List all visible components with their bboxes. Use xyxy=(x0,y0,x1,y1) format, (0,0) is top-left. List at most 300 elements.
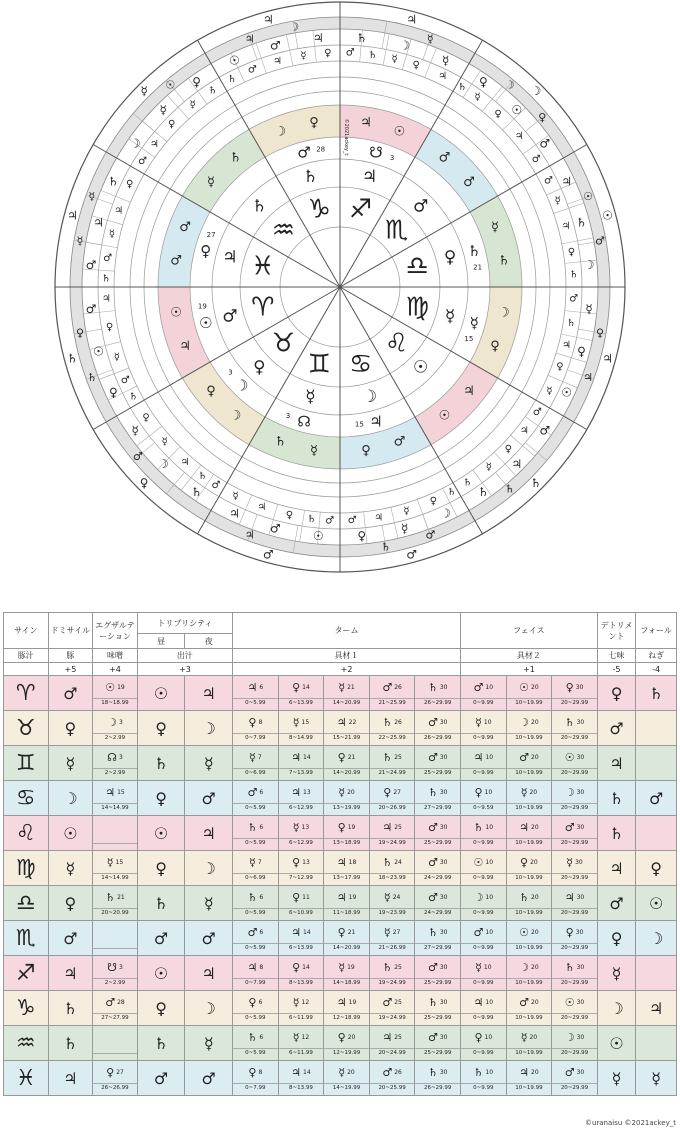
wheel-outer-glyph: ☿ xyxy=(140,84,148,99)
term-cell-degree: 20 xyxy=(347,789,355,796)
exaltation-cell-glyph xyxy=(93,1033,137,1053)
header-face: フェイス xyxy=(461,613,598,649)
term-cell-planet: ♂ xyxy=(427,1031,438,1044)
wheel-domicile-glyph: ☉ xyxy=(412,357,429,378)
term-cell-glyph xyxy=(279,993,324,1013)
sub-term: 具材１ xyxy=(233,649,461,663)
term-cell-range: 6~11.99 xyxy=(279,1013,324,1023)
face-cell-glyph xyxy=(552,1063,597,1083)
wheel-detriment-glyph: ♄ xyxy=(380,540,391,554)
wheel-face-glyph: ♂ xyxy=(269,521,281,536)
points-detriment: -5 xyxy=(597,663,636,676)
face-cell-planet: ♃ xyxy=(519,1066,530,1079)
wheel-term-glyph: ♀ xyxy=(126,178,134,190)
term-cell xyxy=(415,746,461,781)
exaltation-cell-glyph xyxy=(93,748,137,768)
face-cell-range: 10~19.99 xyxy=(507,838,552,848)
term-cell-glyph xyxy=(324,923,369,943)
face-cell xyxy=(552,921,598,956)
domicile-cell: ♄ xyxy=(48,991,93,1026)
wheel-outer-glyph: ♄ xyxy=(530,475,542,490)
wheel-face-glyph: ♃ xyxy=(312,30,324,45)
term-cell-degree: 19 xyxy=(347,824,356,831)
face-cell-glyph xyxy=(552,818,597,838)
term-cell-planet: ♀ xyxy=(292,961,301,974)
term-cell-degree: 30 xyxy=(439,824,448,831)
term-cell-planet: ♂ xyxy=(427,891,438,904)
face-cell-range: 0~9.99 xyxy=(461,1048,506,1058)
term-cell-range: 0~5.99 xyxy=(233,838,278,848)
term-cell xyxy=(369,886,415,921)
face-cell-degree: 20 xyxy=(529,789,538,796)
term-cell-glyph xyxy=(415,1028,460,1048)
wheel-domicile-glyph: ☿ xyxy=(444,306,456,327)
term-cell-planet: ♄ xyxy=(427,926,438,939)
wheel-face-glyph: ♀ xyxy=(109,385,118,400)
face-cell-degree: 10 xyxy=(483,719,492,726)
sub-fall: ねぎ xyxy=(636,649,677,663)
triplicity-night-cell: ♃ xyxy=(185,956,233,991)
wheel-term-glyph: ☿ xyxy=(554,195,561,207)
term-cell-degree: 6 xyxy=(259,1034,264,1041)
term-cell-degree: 19 xyxy=(347,964,355,971)
wheel-sign-glyph: ♈ xyxy=(251,292,275,323)
term-cell-degree: 14 xyxy=(303,1069,311,1076)
term-cell-glyph xyxy=(279,818,324,838)
face-cell-glyph xyxy=(461,993,506,1013)
exaltation-cell xyxy=(93,676,138,711)
exaltation-cell-degree: 15 xyxy=(117,789,125,796)
term-cell xyxy=(369,781,415,816)
term-cell-range: 25~29.99 xyxy=(415,1013,460,1023)
wheel-term-glyph: ♂ xyxy=(138,155,148,167)
exaltation-cell-range: 26~26.99 xyxy=(93,1083,137,1093)
wheel-triplicity-day: ♄ xyxy=(274,434,287,450)
term-cell-planet: ♀ xyxy=(292,856,301,869)
face-cell-planet: ♄ xyxy=(473,821,484,834)
wheel-triplicity-night: ♃ xyxy=(463,383,475,399)
exaltation-cell xyxy=(93,886,138,921)
term-cell-range: 13~17.99 xyxy=(324,873,369,883)
term-cell-degree: 22 xyxy=(348,719,357,726)
wheel-term-glyph: ♃ xyxy=(180,456,190,468)
wheel-detriment-glyph: ☽ xyxy=(289,20,300,34)
face-cell-range: 0~9.99 xyxy=(461,943,506,953)
term-cell-degree: 20 xyxy=(347,1034,356,1041)
wheel-term-glyph: ♂ xyxy=(347,515,357,527)
term-cell xyxy=(233,921,279,956)
detriment-cell: ♀ xyxy=(597,921,636,956)
exaltation-cell-range xyxy=(93,948,137,949)
wheel-face-glyph: ☽ xyxy=(399,38,411,53)
term-cell-degree: 26 xyxy=(394,684,402,691)
face-cell-degree: 30 xyxy=(576,719,585,726)
wheel-outer-glyph: ♃ xyxy=(67,208,78,223)
face-cell-planet: ♃ xyxy=(473,996,484,1009)
wheel-domicile-glyph: ♄ xyxy=(302,166,319,187)
wheel-term-glyph: ♄ xyxy=(368,49,378,61)
wheel-detriment-glyph: ♂ xyxy=(132,450,143,464)
term-cell xyxy=(324,956,370,991)
wheel-domicile-glyph: ♂ xyxy=(412,196,429,217)
wheel-exaltation-degree: 3 xyxy=(228,368,233,377)
term-cell-planet: ♀ xyxy=(292,681,301,694)
term-cell-planet: ♀ xyxy=(337,821,346,834)
wheel-face-glyph: ♂ xyxy=(85,301,97,316)
detriment-cell: ☿ xyxy=(597,1061,636,1096)
term-cell-glyph xyxy=(324,1028,369,1048)
face-cell-planet: ♄ xyxy=(519,891,530,904)
term-cell-range: 6~12.99 xyxy=(279,803,324,813)
domicile-cell: ♄ xyxy=(48,1026,93,1061)
term-cell xyxy=(233,851,279,886)
face-cell-degree: 30 xyxy=(576,1069,585,1076)
detriment-cell: ☉ xyxy=(597,1026,636,1061)
wheel-detriment-glyph: ☿ xyxy=(88,190,96,204)
wheel-credit: ©2021ackey_t xyxy=(343,118,349,156)
term-cell-glyph xyxy=(370,923,415,943)
exaltation-cell-degree: 3 xyxy=(118,754,123,761)
face-cell-degree: 10 xyxy=(485,929,494,936)
term-cell-planet: ☿ xyxy=(383,891,391,904)
face-cell xyxy=(461,991,507,1026)
term-cell-range: 24~29.99 xyxy=(415,873,460,883)
face-cell xyxy=(506,991,552,1026)
triplicity-day-cell: ♂ xyxy=(137,921,185,956)
term-cell-range: 26~29.99 xyxy=(415,733,460,743)
wheel-triplicity-night: ☽ xyxy=(498,305,510,321)
face-cell-degree: 10 xyxy=(485,684,494,691)
term-cell-glyph xyxy=(233,958,278,978)
face-cell xyxy=(552,1026,598,1061)
wheel-term-glyph: ♀ xyxy=(504,444,512,456)
triplicity-night-cell: ♂ xyxy=(185,1061,233,1096)
wheel-term-glyph: ♄ xyxy=(569,269,579,281)
wheel-detriment-glyph: ♀ xyxy=(538,110,547,124)
wheel-term-glyph: ♄ xyxy=(566,318,576,330)
term-cell-glyph xyxy=(370,748,415,768)
term-cell-glyph xyxy=(415,678,460,698)
wheel-triplicity-day: ♄ xyxy=(498,253,510,269)
face-cell-range: 20~29.99 xyxy=(552,768,597,778)
wheel-exaltation-glyph: ☋ xyxy=(369,143,383,162)
term-cell-range: 27~29.99 xyxy=(415,803,460,813)
wheel-term-glyph: ♄ xyxy=(197,470,207,482)
term-cell-range: 20~24.99 xyxy=(370,1048,415,1058)
term-cell-glyph xyxy=(279,853,324,873)
face-cell xyxy=(552,746,598,781)
face-cell-degree: 30 xyxy=(575,929,584,936)
points-blank xyxy=(4,663,49,676)
triplicity-day-cell: ♂ xyxy=(137,1061,185,1096)
term-cell xyxy=(278,711,324,746)
term-cell-degree: 27 xyxy=(393,789,401,796)
triplicity-day-cell: ☉ xyxy=(137,816,185,851)
wheel-triplicity-night: ☿ xyxy=(490,220,499,236)
exaltation-cell-planet: ♀ xyxy=(106,1066,115,1079)
term-cell-degree: 19 xyxy=(348,999,357,1006)
wheel-term-glyph: ☿ xyxy=(232,490,239,502)
term-cell-range: 26~29.99 xyxy=(415,1083,460,1093)
face-cell xyxy=(461,1026,507,1061)
face-cell-glyph xyxy=(461,853,506,873)
term-cell-planet: ♄ xyxy=(427,996,438,1009)
wheel-term-glyph: ☿ xyxy=(403,505,410,517)
term-cell-degree: 21 xyxy=(347,684,355,691)
term-cell-glyph xyxy=(279,783,324,803)
term-cell-degree: 6 xyxy=(259,894,264,901)
term-cell-planet: ♂ xyxy=(382,681,393,694)
triplicity-night-cell: ☽ xyxy=(185,991,233,1026)
term-cell-glyph xyxy=(370,713,415,733)
term-cell-glyph xyxy=(324,993,369,1013)
term-cell-range: 14~20.99 xyxy=(324,943,369,953)
wheel-face-glyph: ☽ xyxy=(440,506,452,521)
term-cell-range: 19~23.99 xyxy=(370,908,415,918)
term-cell-degree: 24 xyxy=(394,859,402,866)
term-cell-degree: 30 xyxy=(439,754,448,761)
term-cell-degree: 14 xyxy=(303,929,311,936)
term-cell xyxy=(278,851,324,886)
term-cell-range: 0~5.99 xyxy=(233,1048,278,1058)
triplicity-day-cell: ♄ xyxy=(137,886,185,921)
face-cell-degree: 10 xyxy=(485,824,494,831)
term-cell xyxy=(233,991,279,1026)
term-cell-planet: ♄ xyxy=(427,786,438,799)
wheel-term-glyph: ♃ xyxy=(374,512,384,524)
term-cell-range: 8~13.99 xyxy=(279,978,324,988)
face-cell-degree: 10 xyxy=(485,754,494,761)
wheel-triplicity-night: ☿ xyxy=(207,175,215,191)
term-cell-glyph xyxy=(233,713,278,733)
face-cell-planet: ☿ xyxy=(475,961,482,974)
fall-cell: ♀ xyxy=(636,851,677,886)
exaltation-cell-range: 27~27.99 xyxy=(93,1013,137,1023)
term-cell-degree: 26 xyxy=(394,719,402,726)
header-sign: サイン xyxy=(4,613,49,649)
face-cell xyxy=(552,816,598,851)
face-cell-glyph xyxy=(552,923,597,943)
face-cell-range: 20~29.99 xyxy=(552,733,597,743)
sign-cell: ♎ xyxy=(4,886,49,921)
term-cell-degree: 25 xyxy=(394,999,402,1006)
header-day: 昼 xyxy=(137,634,185,649)
face-cell-degree: 20 xyxy=(531,719,539,726)
footer-credit: ©uranaisu ©2021ackey_t xyxy=(584,1119,676,1127)
wheel-triplicity-night: ♂ xyxy=(438,150,451,166)
sign-cell: ♑ xyxy=(4,991,49,1026)
term-cell-degree: 7 xyxy=(257,859,262,866)
face-cell-glyph xyxy=(507,1063,552,1083)
face-cell-range: 0~9.99 xyxy=(461,873,506,883)
term-cell xyxy=(369,1026,415,1061)
face-cell-range: 10~19.99 xyxy=(507,1083,552,1093)
face-cell-glyph xyxy=(552,1028,597,1048)
term-cell-degree: 30 xyxy=(439,684,448,691)
wheel-term-glyph: ♃ xyxy=(149,139,159,151)
term-cell-glyph xyxy=(279,923,324,943)
table-body xyxy=(4,676,677,1096)
term-cell-glyph xyxy=(324,1063,369,1083)
term-cell-planet: ♃ xyxy=(247,681,258,694)
wheel-term-glyph: ♀ xyxy=(142,412,150,424)
term-cell xyxy=(278,921,324,956)
wheel-exaltation-glyph: ♃ xyxy=(369,412,383,431)
exaltation-cell xyxy=(93,746,138,781)
term-cell-range: 7~13.99 xyxy=(279,768,324,778)
face-cell-glyph xyxy=(507,958,552,978)
term-cell-range: 12~19.99 xyxy=(324,1048,369,1058)
wheel-sign-glyph: ♑ xyxy=(307,194,331,225)
face-cell-degree: 30 xyxy=(576,999,585,1006)
exaltation-cell xyxy=(93,781,138,816)
term-cell-glyph xyxy=(324,678,369,698)
term-cell xyxy=(233,781,279,816)
face-cell-degree: 10 xyxy=(483,964,492,971)
wheel-fall-glyph: ♄ xyxy=(86,370,97,384)
term-cell xyxy=(415,991,461,1026)
sign-cell: ♐ xyxy=(4,956,49,991)
face-cell-range: 0~9.99 xyxy=(461,1013,506,1023)
sub-sign: 豚汁 xyxy=(4,649,49,663)
term-cell-range: 21~25.99 xyxy=(370,698,415,708)
triplicity-day-cell: ♀ xyxy=(137,851,185,886)
wheel-exaltation-degree: 3 xyxy=(389,154,395,163)
wheel-fall-glyph: ♀ xyxy=(595,326,605,340)
face-cell-planet: ♂ xyxy=(564,821,575,834)
term-cell xyxy=(233,1061,279,1096)
face-cell-planet: ♀ xyxy=(565,681,574,694)
wheel-face-glyph: ☿ xyxy=(401,521,409,536)
wheel-triplicity-day: ♀ xyxy=(206,383,216,399)
term-cell-planet: ♂ xyxy=(382,1066,393,1079)
face-cell-degree: 20 xyxy=(531,894,539,901)
term-cell xyxy=(278,1061,324,1096)
face-cell-glyph xyxy=(461,1063,506,1083)
triplicity-day-cell: ☉ xyxy=(137,676,185,711)
term-cell-degree: 24 xyxy=(392,894,401,901)
term-cell-glyph xyxy=(233,888,278,908)
sign-cell: ♈ xyxy=(4,676,49,711)
wheel-term-glyph: ♂ xyxy=(532,407,542,419)
term-cell-range: 26~29.99 xyxy=(415,698,460,708)
term-cell xyxy=(324,991,370,1026)
face-cell-planet: ☉ xyxy=(519,681,530,694)
domicile-cell: ☉ xyxy=(48,816,93,851)
triplicity-night-cell: ☿ xyxy=(185,1026,233,1061)
exaltation-cell-range xyxy=(93,843,137,844)
term-cell-glyph xyxy=(324,818,369,838)
term-cell xyxy=(324,816,370,851)
term-cell xyxy=(369,851,415,886)
wheel-term-glyph: ☿ xyxy=(161,436,168,448)
face-cell-planet: ☿ xyxy=(520,786,528,799)
term-cell-degree: 8 xyxy=(259,964,264,971)
wheel-term-glyph: ♂ xyxy=(325,515,335,527)
face-cell-range: 0~9.99 xyxy=(461,768,506,778)
face-cell xyxy=(506,676,552,711)
wheel-term-glyph: ☿ xyxy=(189,99,196,111)
wheel-exaltation-degree: 3 xyxy=(285,411,291,420)
wheel-detriment-glyph: ♃ xyxy=(244,528,255,542)
face-cell xyxy=(506,746,552,781)
fall-cell xyxy=(636,1026,677,1061)
wheel-term-glyph: ♀ xyxy=(556,361,564,373)
points-face: +1 xyxy=(461,663,598,676)
face-cell-degree: 10 xyxy=(485,859,494,866)
term-cell-glyph xyxy=(370,993,415,1013)
term-cell-planet: ☿ xyxy=(292,716,300,729)
term-cell-range: 11~18.99 xyxy=(324,908,369,918)
header-domicile: ドミサイル xyxy=(48,613,93,649)
wheel-domicile-glyph: ♀ xyxy=(253,357,266,378)
wheel-triplicity-day: ☉ xyxy=(170,305,182,321)
face-cell-glyph xyxy=(552,853,597,873)
term-cell xyxy=(233,956,279,991)
term-cell xyxy=(233,676,279,711)
term-cell-glyph xyxy=(370,678,415,698)
term-cell-range: 6~13.99 xyxy=(279,698,324,708)
face-cell-range: 0~9.99 xyxy=(461,978,506,988)
term-cell-range: 18~23.99 xyxy=(370,873,415,883)
wheel-face-glyph: ♂ xyxy=(85,258,97,273)
wheel-face-glyph: ☽ xyxy=(157,456,169,471)
wheel-term-glyph: ♀ xyxy=(412,60,420,72)
term-cell-range: 0~5.99 xyxy=(233,943,278,953)
term-cell-range: 0~6.99 xyxy=(233,873,278,883)
face-cell-planet: ☉ xyxy=(519,926,530,939)
term-cell xyxy=(233,711,279,746)
wheel-face-glyph: ☉ xyxy=(228,53,240,68)
wheel-triplicity-day: ☉ xyxy=(393,124,406,140)
points-domicile: +5 xyxy=(48,663,93,676)
face-cell-range: 0~9.99 xyxy=(461,698,506,708)
term-cell-range: 20~25.99 xyxy=(370,1083,415,1093)
exaltation-cell-glyph xyxy=(93,958,137,978)
face-cell xyxy=(552,711,598,746)
term-cell xyxy=(233,886,279,921)
sign-cell: ♓ xyxy=(4,1061,49,1096)
face-cell-planet: ♂ xyxy=(564,1066,575,1079)
header-term: ターム xyxy=(233,613,461,649)
face-cell-degree: 30 xyxy=(575,859,583,866)
term-cell-planet: ☿ xyxy=(338,681,346,694)
term-cell-planet: ♃ xyxy=(247,961,258,974)
wheel-face-glyph: ☉ xyxy=(511,103,523,118)
term-cell-glyph xyxy=(370,1063,415,1083)
term-cell xyxy=(278,781,324,816)
face-cell-planet: ☉ xyxy=(564,996,575,1009)
term-cell-range: 6~10.99 xyxy=(279,908,324,918)
term-cell-glyph xyxy=(279,678,324,698)
wheel-term-glyph: ♂ xyxy=(211,479,221,491)
term-cell-range: 15~21.99 xyxy=(324,733,369,743)
wheel-term-glyph: ♀ xyxy=(567,246,576,258)
wheel-term-glyph: ♀ xyxy=(429,496,437,508)
wheel-outer-glyph: ♂ xyxy=(406,547,418,562)
wheel-detriment-glyph: ♀ xyxy=(75,326,85,340)
exaltation-cell xyxy=(93,816,138,851)
exaltation-cell xyxy=(93,1026,138,1061)
triplicity-day-cell: ♄ xyxy=(137,746,185,781)
domicile-cell: ♀ xyxy=(48,711,93,746)
face-cell-planet: ♀ xyxy=(565,926,574,939)
face-cell-planet: ☽ xyxy=(564,786,575,799)
term-cell-planet: ♂ xyxy=(427,821,438,834)
face-cell-glyph xyxy=(461,678,506,698)
wheel-face-glyph: ☿ xyxy=(441,53,450,68)
domicile-cell: ☽ xyxy=(48,781,93,816)
